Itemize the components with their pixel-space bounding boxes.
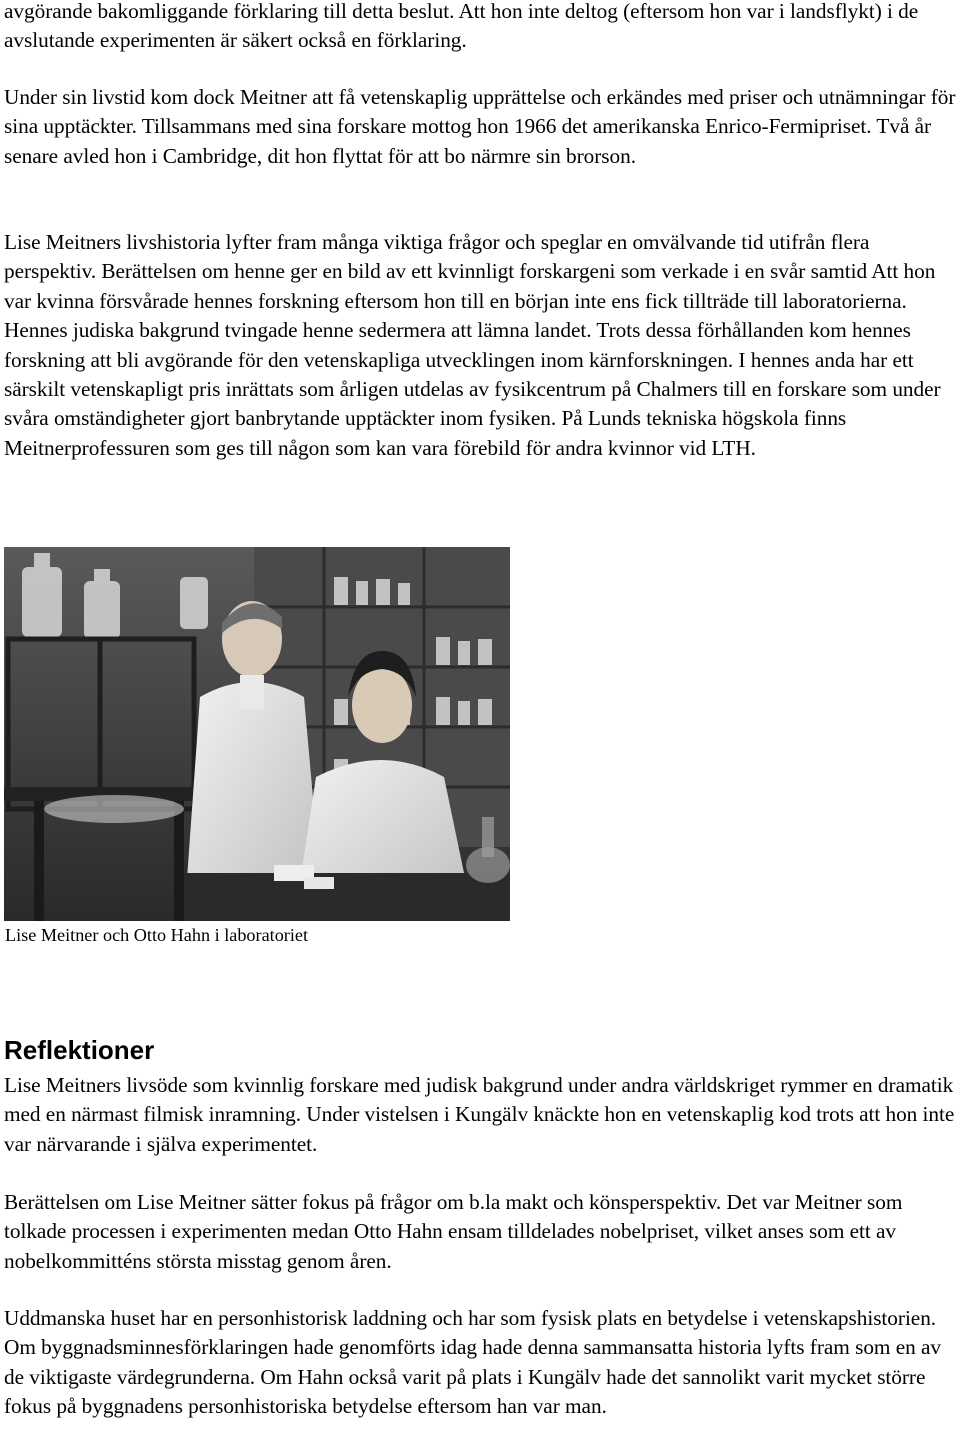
- paragraph-recognition: Under sin livstid kom dock Meitner att få vetenskaplig upprättelse och erkändes med priser och utnämningar för sina upptäckter. Tillsammans med sina forskare mottog hon 1966 det amerikanska Enrico-Fermipriset. Två år senare avled hon i Cambridge, dit hon flyttat för att bo närmre sin brorson.: [4, 85, 956, 168]
- figure-caption: Lise Meitner och Otto Hahn i laboratoriet: [5, 925, 309, 945]
- paragraph-life-story: Lise Meitners livshistoria lyfter fram många viktiga frågor och speglar en omvälvande tid utifrån flera perspektiv. Berättelsen om henne ger en bild av ett kvinnligt forskargeni som verkade i en svår samtid Att hon var kvinna försvårade hennes forskning eftersom hon till en början inte ens fick tillträde till laboratorierna. Hennes judiska bakgrund tvingade henne sedermera att lämna landet. Trots dessa förhållanden kom hennes forskning att bli avgörande för den vetenskapliga utvecklingen inom kärnforskningen. I hennes anda har ett särskilt vetenskapligt pris inrättats som årligen utdelas av fysikcentrum på Chalmers till en forskare som under svåra omständigheter gjort banbrytande upptäckter inom fysiken. På Lunds tekniska högskola finns Meitnerprofessuren som ges till någon som kan vara förebild för andra kvinnor vid LTH.: [4, 230, 941, 460]
- paragraph-power-gender: Berättelsen om Lise Meitner sätter fokus på frågor om b.la makt och könsperspektiv. Det var Meitner som tolkade processen i experimenten medan Otto Hahn ensam tilldelades nobelpriset, vilket anses som ett av nobelkommitténs största misstag genom åren.: [4, 1190, 903, 1273]
- paragraph-dramatic-fate: Lise Meitners livsöde som kvinnlig forskare med judisk bakgrund under andra världskriget rymmer en dramatik med en närmast filmisk inramning. Under vistelsen i Kungälv knäckte hon en vetenskaplig kod trots att hon inte var närvarande i själva experimentet.: [4, 1073, 955, 1156]
- section-heading: Reflektioner: [4, 1035, 155, 1065]
- paragraph-uddmanska-house: Uddmanska huset har en personhistorisk laddning och har som fysisk plats en betydelse i vetenskapshistorien. Om byggnadsminnesförklaringen hade genomförts idag hade denna sammansatta historia lyfts fram som en av de viktigaste värdegrunderna. Om Hahn också varit på plats i Kungälv hade det sannolikt varit mycket större fokus på byggnadens personhistoriska betydelse eftersom han var man.: [4, 1306, 941, 1419]
- photo-meitner-hahn-laboratory: [4, 547, 510, 921]
- paragraph-decision-explanation: avgörande bakomliggande förklaring till detta beslut. Att hon inte deltog (eftersom hon var i landsflykt) i de avslutande experimenten är säkert också en förklaring.: [4, 0, 919, 53]
